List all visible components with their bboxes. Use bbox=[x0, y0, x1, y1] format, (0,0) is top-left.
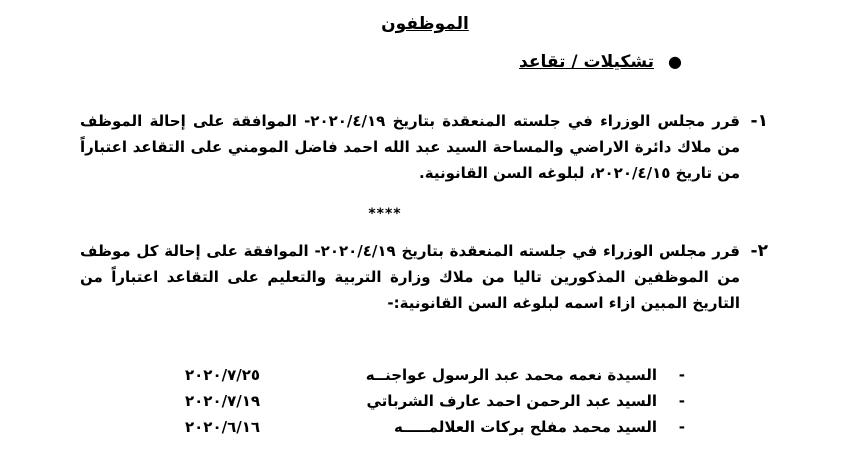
employee-name: السيد عبد الرحمن احمد عارف الشرباتي bbox=[366, 392, 657, 410]
decision-item-1 bbox=[80, 108, 768, 186]
decision-item-2 bbox=[80, 238, 768, 316]
row-dash: - bbox=[678, 366, 685, 384]
item-text: قرر مجلس الوزراء في جلسته المنعقدة بتاريخ ٢٠٢٠/٤/١٩- الموافقة على إحالة الموظف من ملاك دائرة الاراضي والمساحة السيد عبد الله احمد فاضل المومني على التقاعد اعتباراً من تاريخ ٢٠٢٠/٤/١٥، لبلوغه السن القانونية. bbox=[80, 112, 740, 182]
employee-name: السيدة نعمه محمد عبد الرسول عواجنــه bbox=[365, 366, 657, 384]
item-text: قرر مجلس الوزراء في جلسته المنعقدة بتاريخ ٢٠٢٠/٤/١٩- الموافقة على إحالة كل موظف من الموظفين المذكورين تاليا من ملاك وزارة التربية والتعليم على التقاعد اعتباراً من التاريخ المبين ازاء اسمه لبلوغه السن القانونية:- bbox=[80, 242, 740, 312]
bullet-icon: ● bbox=[668, 52, 682, 71]
employee-row bbox=[165, 366, 685, 392]
employee-row bbox=[165, 418, 685, 444]
employee-row bbox=[165, 392, 685, 418]
section-title bbox=[519, 52, 682, 72]
item-number: ١- bbox=[750, 111, 768, 131]
section-title-text: تشكيلات / تقاعد bbox=[519, 52, 655, 72]
separator: **** bbox=[368, 206, 402, 222]
heading-text: الموظفون bbox=[381, 14, 469, 34]
retirement-date: ٢٠٢٠/٧/٢٥ bbox=[185, 366, 261, 384]
document-heading bbox=[0, 14, 850, 34]
item-number: ٢- bbox=[750, 241, 768, 261]
retirement-date: ٢٠٢٠/٦/١٦ bbox=[185, 418, 261, 436]
retirement-date: ٢٠٢٠/٧/١٩ bbox=[185, 392, 261, 410]
row-dash: - bbox=[678, 392, 685, 410]
employee-name: السيد محمد مفلح بركات العلالمـــــه bbox=[394, 418, 657, 436]
row-dash: - bbox=[678, 418, 685, 436]
